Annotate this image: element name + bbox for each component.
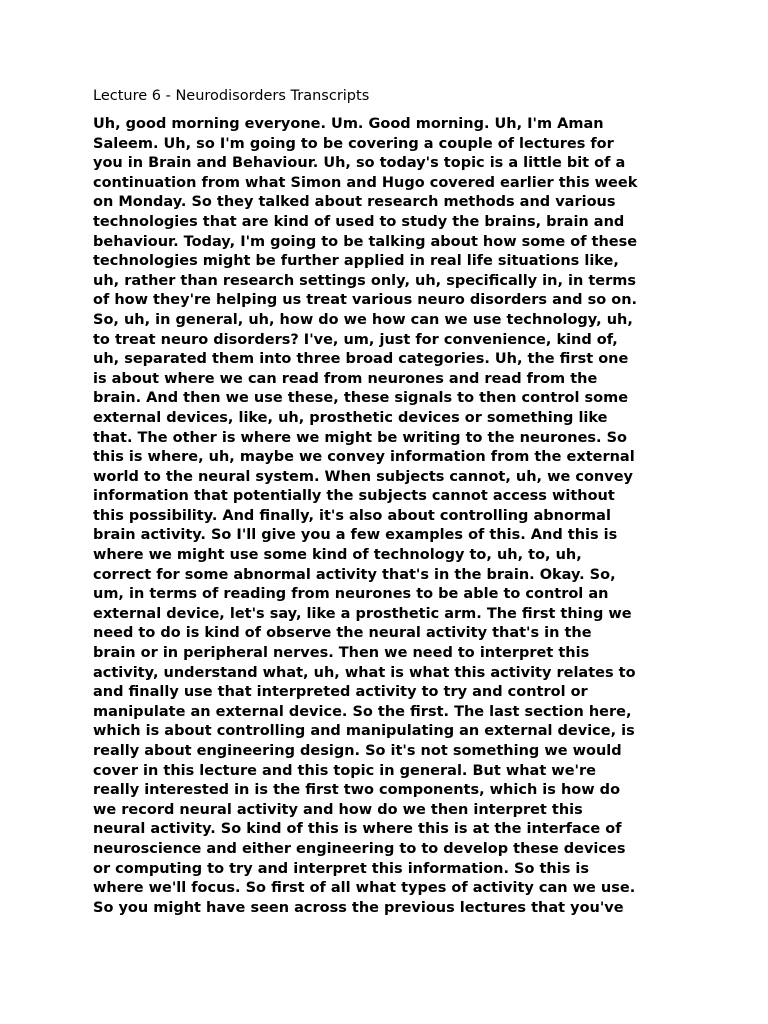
transcript-line: really about engineering design. So it's not something we would (93, 743, 622, 759)
transcript-line: external device, let's say, like a prosthetic arm. The first thing we (93, 605, 632, 622)
transcript-line: is about where we can read from neurones and read from the (93, 370, 598, 387)
transcript-line: Saleem. Uh, so I'm going to be covering a couple of lectures for (93, 135, 614, 152)
transcript-line: technologies that are kind of used to study the brains, brain and (93, 213, 625, 230)
transcript-line: So, uh, in general, uh, how do we how can we use technology, uh, (93, 311, 633, 328)
transcript-line: where we might use some kind of technology to, uh, to, uh, (93, 547, 582, 564)
transcript-line: continuation from what Simon and Hugo covered earlier this week (93, 174, 638, 191)
transcript-line: need to do is kind of observe the neural activity that's in the (93, 625, 592, 642)
transcript-line: and finally use that interpreted activity to try and control or (93, 684, 588, 701)
transcript-line: of how they're helping us treat various neuro disorders and so on. (93, 292, 638, 309)
transcript-line: cover in this lecture and this topic in general. But what we're (93, 762, 596, 779)
transcript-line: neuroscience and either engineering to to develop these devices (93, 840, 626, 857)
transcript-line: brain activity. So I'll give you a few examples of this. And this is (93, 527, 618, 544)
transcript-line: that. The other is where we might be writing to the neurones. So (93, 429, 627, 446)
transcript-line: brain or in peripheral nerves. Then we need to interpret this (93, 645, 590, 662)
transcript-line: um, in terms of reading from neurones to be able to control an (93, 586, 609, 603)
transcript-line: or computing to try and interpret this information. So this is (93, 860, 590, 877)
transcript-line: manipulate an external device. So the first. The last section here, (93, 703, 632, 720)
transcript-line: Uh, good morning everyone. Um. Good morning. Uh, I'm Aman (93, 116, 604, 132)
document-page (93, 86, 683, 918)
transcript-body (93, 115, 683, 918)
transcript-line: this possibility. And finally, it's also about controlling abnormal (93, 507, 611, 524)
transcript-line: which is about controlling and manipulating an external device, is (93, 723, 635, 740)
transcript-line: correct for some abnormal activity that's in the brain. Okay. So, (93, 566, 616, 583)
transcript-line: we record neural activity and how do we then interpret this (93, 801, 583, 818)
transcript-line: technologies might be further applied in real life situations like, (93, 253, 619, 270)
transcript-line: this is where, uh, maybe we convey information from the external (93, 449, 635, 466)
transcript-line: uh, rather than research settings only, uh, specifically in, in terms (93, 272, 637, 289)
transcript-line: behaviour. Today, I'm going to be talking about how some of these (93, 233, 638, 250)
transcript-line: on Monday. So they talked about research methods and various (93, 194, 616, 211)
transcript-line: brain. And then we use these, these signals to then control some (93, 390, 629, 407)
transcript-line: to treat neuro disorders? I've, um, just for convenience, kind of, (93, 331, 618, 348)
transcript-line: world to the neural system. When subjects cannot, uh, we convey (93, 468, 633, 485)
transcript-line: neural activity. So kind of this is where this is at the interface of (93, 821, 622, 838)
transcript-line: So you might have seen across the previous lectures that you've (93, 899, 624, 916)
transcript-line: uh, separated them into three broad categories. Uh, the first one (93, 351, 629, 368)
transcript-line: you in Brain and Behaviour. Uh, so today's topic is a little bit of a (93, 155, 626, 172)
transcript-line: activity, understand what, uh, what is what this activity relates to (93, 664, 636, 681)
transcript-line: external devices, like, uh, prosthetic devices or something like (93, 409, 608, 426)
transcript-line: information that potentially the subjects cannot access without (93, 488, 615, 505)
transcript-line: where we'll focus. So first of all what types of activity can we use. (93, 880, 636, 897)
document-title: Lecture 6 - Neurodisorders Transcripts (93, 88, 370, 104)
transcript-line: really interested in is the first two components, which is how do (93, 782, 621, 799)
